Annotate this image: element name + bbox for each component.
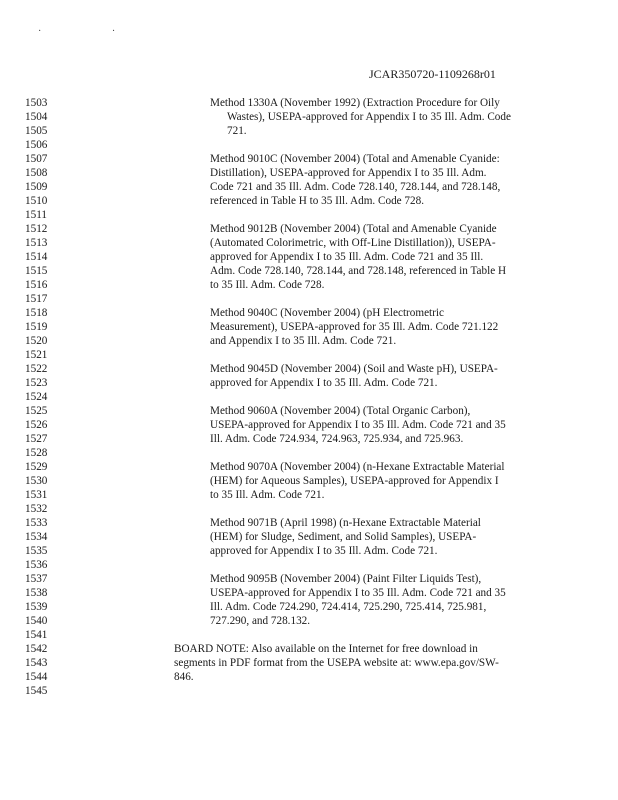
line-text: 721. bbox=[227, 125, 247, 137]
text-line bbox=[0, 181, 618, 194]
line-text: Ill. Adm. Code 724.290, 724.414, 725.290, 725.414, 725.981, bbox=[210, 601, 487, 613]
text-line bbox=[0, 573, 618, 586]
line-text: Adm. Code 728.140, 728.144, and 728.148, referenced in Table H bbox=[210, 265, 507, 277]
line-text: (Automated Colorimetric, with Off-Line Distillation)), USEPA- bbox=[210, 237, 496, 249]
line-text: Method 1330A (November 1992) (Extraction Procedure for Oily bbox=[210, 97, 500, 109]
line-text: approved for Appendix I to 35 Ill. Adm. Code 721 and 35 Ill. bbox=[210, 251, 484, 263]
line-number: 1524 bbox=[25, 391, 48, 403]
line-number: 1539 bbox=[25, 601, 48, 613]
line-number: 1540 bbox=[25, 615, 48, 627]
line-number: 1528 bbox=[25, 447, 48, 459]
line-number: 1543 bbox=[25, 657, 48, 669]
text-line bbox=[0, 671, 618, 684]
text-line bbox=[0, 251, 618, 264]
line-number: 1522 bbox=[25, 363, 48, 375]
line-text: BOARD NOTE: Also available on the Internet for free download in bbox=[174, 643, 478, 655]
line-number: 1515 bbox=[25, 265, 48, 277]
line-number: 1530 bbox=[25, 475, 48, 487]
line-text: Method 9045D (November 2004) (Soil and Waste pH), USEPA- bbox=[210, 363, 498, 375]
text-line bbox=[0, 643, 618, 656]
text-line bbox=[0, 377, 618, 390]
line-number: 1519 bbox=[25, 321, 48, 333]
text-line bbox=[0, 461, 618, 474]
line-text: Code 721 and 35 Ill. Adm. Code 728.140, 728.144, and 728.148, bbox=[210, 181, 501, 193]
line-text: Distillation), USEPA-approved for Appendix I to 35 Ill. Adm. bbox=[210, 167, 487, 179]
text-line bbox=[0, 601, 618, 614]
line-number: 1511 bbox=[25, 209, 47, 221]
text-line bbox=[0, 559, 618, 572]
line-text: approved for Appendix I to 35 Ill. Adm. Code 721. bbox=[210, 545, 438, 557]
line-number: 1505 bbox=[25, 125, 48, 137]
text-line bbox=[0, 489, 618, 502]
text-line bbox=[0, 503, 618, 516]
line-text: to 35 Ill. Adm. Code 721. bbox=[210, 489, 325, 501]
text-line bbox=[0, 419, 618, 432]
line-number: 1510 bbox=[25, 195, 48, 207]
line-number: 1541 bbox=[25, 629, 48, 641]
line-number: 1506 bbox=[25, 139, 48, 151]
line-text: Wastes), USEPA-approved for Appendix I to 35 Ill. Adm. Code bbox=[227, 111, 511, 123]
line-text: (HEM) for Aqueous Samples), USEPA-approved for Appendix I bbox=[210, 475, 499, 487]
line-text: to 35 Ill. Adm. Code 728. bbox=[210, 279, 325, 291]
line-text: Method 9095B (November 2004) (Paint Filter Liquids Test), bbox=[210, 573, 482, 585]
text-line bbox=[0, 475, 618, 488]
text-line bbox=[0, 307, 618, 320]
scan-marks: · · bbox=[38, 26, 150, 37]
line-text: Measurement), USEPA-approved for 35 Ill. Adm. Code 721.122 bbox=[210, 321, 499, 333]
text-line bbox=[0, 237, 618, 250]
text-line bbox=[0, 209, 618, 222]
line-text: approved for Appendix I to 35 Ill. Adm. Code 721. bbox=[210, 377, 438, 389]
line-number: 1509 bbox=[25, 181, 48, 193]
line-text: and Appendix I to 35 Ill. Adm. Code 721. bbox=[210, 335, 397, 347]
text-line bbox=[0, 531, 618, 544]
text-line bbox=[0, 125, 618, 138]
line-text: Ill. Adm. Code 724.934, 724.963, 725.934, and 725.963. bbox=[210, 433, 464, 445]
line-text: 727.290, and 728.132. bbox=[210, 615, 311, 627]
line-number: 1529 bbox=[25, 461, 48, 473]
text-line bbox=[0, 167, 618, 180]
line-number: 1518 bbox=[25, 307, 48, 319]
text-line bbox=[0, 657, 618, 670]
line-number: 1542 bbox=[25, 643, 48, 655]
line-number: 1521 bbox=[25, 349, 48, 361]
text-line bbox=[0, 433, 618, 446]
line-text: segments in PDF format from the USEPA website at: www.epa.gov/SW- bbox=[174, 657, 499, 669]
line-number: 1533 bbox=[25, 517, 48, 529]
line-number: 1516 bbox=[25, 279, 48, 291]
text-line bbox=[0, 97, 618, 110]
line-number: 1525 bbox=[25, 405, 48, 417]
line-number: 1531 bbox=[25, 489, 48, 501]
text-line bbox=[0, 293, 618, 306]
text-line bbox=[0, 265, 618, 278]
text-line bbox=[0, 587, 618, 600]
line-number: 1535 bbox=[25, 545, 48, 557]
line-text: Method 9040C (November 2004) (pH Electrometric bbox=[210, 307, 444, 319]
line-number: 1523 bbox=[25, 377, 48, 389]
line-number: 1534 bbox=[25, 531, 48, 543]
text-line bbox=[0, 195, 618, 208]
text-line bbox=[0, 349, 618, 362]
text-line bbox=[0, 153, 618, 166]
text-line bbox=[0, 545, 618, 558]
text-line bbox=[0, 447, 618, 460]
line-number: 1513 bbox=[25, 237, 48, 249]
text-line bbox=[0, 615, 618, 628]
line-number: 1538 bbox=[25, 587, 48, 599]
text-line bbox=[0, 685, 618, 698]
line-text: Method 9071B (April 1998) (n-Hexane Extractable Material bbox=[210, 517, 481, 529]
line-text: USEPA-approved for Appendix I to 35 Ill. Adm. Code 721 and 35 bbox=[210, 419, 506, 431]
text-line bbox=[0, 363, 618, 376]
text-line bbox=[0, 279, 618, 292]
text-line bbox=[0, 223, 618, 236]
line-text: referenced in Table H to 35 Ill. Adm. Code 728. bbox=[210, 195, 425, 207]
line-number: 1504 bbox=[25, 111, 48, 123]
line-text: USEPA-approved for Appendix I to 35 Ill. Adm. Code 721 and 35 bbox=[210, 587, 506, 599]
document-id: JCAR350720-1109268r01 bbox=[369, 67, 496, 81]
line-number: 1517 bbox=[25, 293, 48, 305]
text-line bbox=[0, 405, 618, 418]
text-line bbox=[0, 111, 618, 124]
line-number: 1536 bbox=[25, 559, 48, 571]
line-number: 1503 bbox=[25, 97, 48, 109]
line-number: 1544 bbox=[25, 671, 48, 683]
line-number: 1508 bbox=[25, 167, 48, 179]
line-text: Method 9012B (November 2004) (Total and Amenable Cyanide bbox=[210, 223, 497, 235]
line-text: Method 9070A (November 2004) (n-Hexane Extractable Material bbox=[210, 461, 505, 473]
line-text: Method 9010C (November 2004) (Total and Amenable Cyanide: bbox=[210, 153, 500, 165]
line-text: (HEM) for Sludge, Sediment, and Solid Samples), USEPA- bbox=[210, 531, 477, 543]
line-number: 1507 bbox=[25, 153, 48, 165]
line-number: 1520 bbox=[25, 335, 48, 347]
line-number: 1526 bbox=[25, 419, 48, 431]
text-line bbox=[0, 517, 618, 530]
line-text: Method 9060A (November 2004) (Total Organic Carbon), bbox=[210, 405, 471, 417]
text-line bbox=[0, 139, 618, 152]
text-line bbox=[0, 321, 618, 334]
line-number: 1512 bbox=[25, 223, 48, 235]
line-number: 1527 bbox=[25, 433, 48, 445]
text-line bbox=[0, 391, 618, 404]
line-number: 1532 bbox=[25, 503, 48, 515]
text-line bbox=[0, 335, 618, 348]
line-number: 1545 bbox=[25, 685, 48, 697]
text-line bbox=[0, 629, 618, 642]
line-text: 846. bbox=[174, 671, 194, 683]
line-number: 1514 bbox=[25, 251, 48, 263]
line-number: 1537 bbox=[25, 573, 48, 585]
